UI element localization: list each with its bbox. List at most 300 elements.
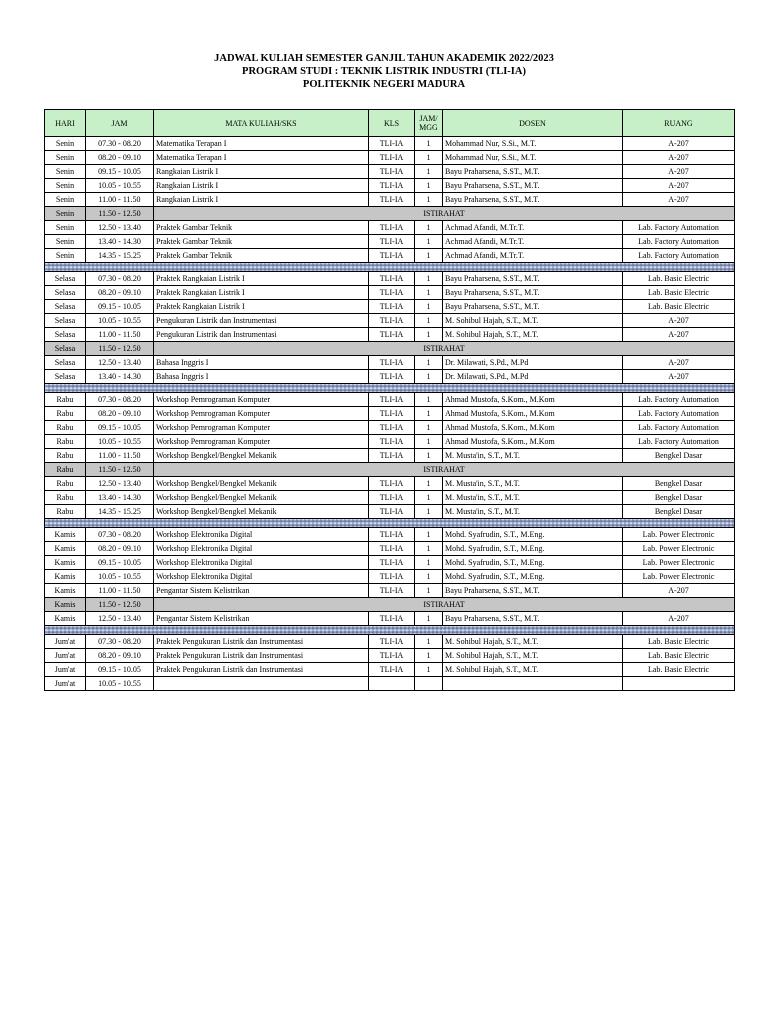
cell-dosen: Bayu Praharsena, S.ST., M.T. bbox=[443, 300, 623, 314]
cell-ruang: Lab. Factory Automation bbox=[623, 221, 735, 235]
cell-kls: TLI-IA bbox=[369, 356, 415, 370]
cell-mgg: 1 bbox=[415, 272, 443, 286]
break-row bbox=[45, 207, 735, 221]
cell-ruang: Lab. Basic Electric bbox=[623, 286, 735, 300]
cell-hari: Kamis bbox=[45, 584, 86, 598]
cell-jam: 08.20 - 09.10 bbox=[86, 542, 154, 556]
cell-jam: 11.50 - 12.50 bbox=[86, 207, 154, 221]
cell-jam: 08.20 - 09.10 bbox=[86, 407, 154, 421]
cell-jam: 07.30 - 08.20 bbox=[86, 528, 154, 542]
cell-ruang: Lab. Basic Electric bbox=[623, 635, 735, 649]
cell-jam: 11.00 - 11.50 bbox=[86, 193, 154, 207]
cell-kls: TLI-IA bbox=[369, 542, 415, 556]
cell-matkul bbox=[154, 677, 369, 691]
col-header-ruang: RUANG bbox=[623, 110, 735, 137]
cell-mgg: 1 bbox=[415, 407, 443, 421]
cell-mgg: 1 bbox=[415, 556, 443, 570]
cell-matkul: Praktek Rangkaian Listrik I bbox=[154, 300, 369, 314]
cell-matkul: Workshop Elektronika Digital bbox=[154, 542, 369, 556]
cell-mgg: 1 bbox=[415, 570, 443, 584]
cell-dosen: M. Sohibul Hajah, S.T., M.T. bbox=[443, 649, 623, 663]
schedule-table bbox=[44, 109, 735, 691]
cell-mgg: 1 bbox=[415, 663, 443, 677]
cell-ruang: Lab. Power Electronic bbox=[623, 528, 735, 542]
table-row bbox=[45, 249, 735, 263]
col-header-hari: HARI bbox=[45, 110, 86, 137]
table-row bbox=[45, 570, 735, 584]
cell-matkul: Workshop Elektronika Digital bbox=[154, 556, 369, 570]
cell-hari: Kamis bbox=[45, 542, 86, 556]
cell-matkul: Rangkaian Listrik I bbox=[154, 165, 369, 179]
cell-mgg: 1 bbox=[415, 584, 443, 598]
cell-kls: TLI-IA bbox=[369, 314, 415, 328]
cell-dosen: Achmad Afandi, M.Tr.T. bbox=[443, 235, 623, 249]
cell-dosen: Dr. Milawati, S.Pd., M.Pd bbox=[443, 370, 623, 384]
day-separator-cell bbox=[45, 519, 735, 528]
cell-hari: Selasa bbox=[45, 356, 86, 370]
cell-jam: 10.05 - 10.55 bbox=[86, 314, 154, 328]
cell-matkul: Workshop Bengkel/Bengkel Mekanik bbox=[154, 505, 369, 519]
cell-jam: 09.15 - 10.05 bbox=[86, 421, 154, 435]
cell-kls: TLI-IA bbox=[369, 300, 415, 314]
table-row bbox=[45, 635, 735, 649]
cell-ruang: A-207 bbox=[623, 193, 735, 207]
cell-jam: 07.30 - 08.20 bbox=[86, 635, 154, 649]
cell-dosen: Bayu Praharsena, S.ST., M.T. bbox=[443, 612, 623, 626]
cell-mgg: 1 bbox=[415, 314, 443, 328]
cell-ruang: Lab. Factory Automation bbox=[623, 393, 735, 407]
cell-break-label: ISTIRAHAT bbox=[154, 463, 735, 477]
cell-dosen: Achmad Afandi, M.Tr.T. bbox=[443, 249, 623, 263]
cell-kls: TLI-IA bbox=[369, 272, 415, 286]
cell-ruang: Lab. Basic Electric bbox=[623, 649, 735, 663]
cell-matkul: Praktek Gambar Teknik bbox=[154, 221, 369, 235]
day-separator bbox=[45, 263, 735, 272]
table-row bbox=[45, 179, 735, 193]
cell-matkul: Praktek Pengukuran Listrik dan Instrumentasi bbox=[154, 663, 369, 677]
cell-matkul: Praktek Gambar Teknik bbox=[154, 249, 369, 263]
cell-matkul: Workshop Elektronika Digital bbox=[154, 528, 369, 542]
cell-jam: 12.50 - 13.40 bbox=[86, 477, 154, 491]
cell-dosen: M. Musta'in, S.T., M.T. bbox=[443, 449, 623, 463]
cell-ruang: Lab. Factory Automation bbox=[623, 249, 735, 263]
cell-hari: Rabu bbox=[45, 407, 86, 421]
cell-dosen: Mohammad Nur, S.Si., M.T. bbox=[443, 151, 623, 165]
cell-dosen: M. Sohibul Hajah, S.T., M.T. bbox=[443, 314, 623, 328]
cell-jam: 08.20 - 09.10 bbox=[86, 649, 154, 663]
cell-dosen: Bayu Praharsena, S.ST., M.T. bbox=[443, 272, 623, 286]
cell-hari: Selasa bbox=[45, 328, 86, 342]
cell-hari: Senin bbox=[45, 137, 86, 151]
cell-kls: TLI-IA bbox=[369, 505, 415, 519]
header-title: JADWAL KULIAH SEMESTER GANJIL TAHUN AKADEMIK 2022/2023 bbox=[214, 53, 554, 64]
cell-mgg: 1 bbox=[415, 286, 443, 300]
cell-kls: TLI-IA bbox=[369, 570, 415, 584]
cell-ruang: A-207 bbox=[623, 165, 735, 179]
cell-dosen: M. Sohibul Hajah, S.T., M.T. bbox=[443, 328, 623, 342]
cell-dosen: Dr. Milawati, S.Pd., M.Pd bbox=[443, 356, 623, 370]
cell-matkul: Workshop Bengkel/Bengkel Mekanik bbox=[154, 491, 369, 505]
cell-dosen: Mohd. Syafrudin, S.T., M.Eng. bbox=[443, 528, 623, 542]
cell-jam: 10.05 - 10.55 bbox=[86, 677, 154, 691]
cell-kls: TLI-IA bbox=[369, 137, 415, 151]
cell-dosen: M. Sohibul Hajah, S.T., M.T. bbox=[443, 635, 623, 649]
cell-kls: TLI-IA bbox=[369, 249, 415, 263]
cell-matkul: Praktek Pengukuran Listrik dan Instrumentasi bbox=[154, 649, 369, 663]
table-row bbox=[45, 435, 735, 449]
cell-ruang: Lab. Factory Automation bbox=[623, 235, 735, 249]
cell-kls: TLI-IA bbox=[369, 584, 415, 598]
cell-ruang: A-207 bbox=[623, 314, 735, 328]
cell-hari: Selasa bbox=[45, 342, 86, 356]
day-separator bbox=[45, 626, 735, 635]
table-row bbox=[45, 151, 735, 165]
cell-mgg: 1 bbox=[415, 165, 443, 179]
cell-dosen: M. Sohibul Hajah, S.T., M.T. bbox=[443, 663, 623, 677]
cell-dosen: Mohd. Syafrudin, S.T., M.Eng. bbox=[443, 542, 623, 556]
table-row bbox=[45, 328, 735, 342]
cell-kls: TLI-IA bbox=[369, 556, 415, 570]
cell-hari: Jum'at bbox=[45, 677, 86, 691]
cell-hari: Rabu bbox=[45, 435, 86, 449]
cell-ruang: Lab. Basic Electric bbox=[623, 663, 735, 677]
cell-hari: Selasa bbox=[45, 286, 86, 300]
cell-hari: Senin bbox=[45, 207, 86, 221]
cell-jam: 09.15 - 10.05 bbox=[86, 663, 154, 677]
cell-ruang: Bengkel Dasar bbox=[623, 491, 735, 505]
cell-ruang: A-207 bbox=[623, 612, 735, 626]
cell-mgg: 1 bbox=[415, 137, 443, 151]
cell-dosen: Ahmad Mustofa, S.Kom., M.Kom bbox=[443, 393, 623, 407]
col-header-mgg bbox=[415, 110, 443, 137]
day-separator-cell bbox=[45, 263, 735, 272]
cell-hari: Senin bbox=[45, 249, 86, 263]
cell-hari: Jum'at bbox=[45, 635, 86, 649]
table-row bbox=[45, 370, 735, 384]
cell-ruang: Lab. Basic Electric bbox=[623, 300, 735, 314]
cell-mgg: 1 bbox=[415, 528, 443, 542]
cell-jam: 13.40 - 14.30 bbox=[86, 370, 154, 384]
cell-matkul: Matematika Terapan I bbox=[154, 137, 369, 151]
cell-matkul: Pengantar Sistem Kelistrikan bbox=[154, 612, 369, 626]
cell-matkul: Pengantar Sistem Kelistrikan bbox=[154, 584, 369, 598]
table-row bbox=[45, 449, 735, 463]
cell-jam: 11.00 - 11.50 bbox=[86, 449, 154, 463]
table-row bbox=[45, 235, 735, 249]
table-row bbox=[45, 393, 735, 407]
cell-ruang: Bengkel Dasar bbox=[623, 449, 735, 463]
cell-jam: 14.35 - 15.25 bbox=[86, 249, 154, 263]
table-row bbox=[45, 477, 735, 491]
table-row bbox=[45, 677, 735, 691]
cell-jam: 12.50 - 13.40 bbox=[86, 221, 154, 235]
table-row bbox=[45, 356, 735, 370]
day-separator-cell bbox=[45, 384, 735, 393]
cell-ruang: A-207 bbox=[623, 584, 735, 598]
cell-jam: 11.50 - 12.50 bbox=[86, 463, 154, 477]
cell-hari: Rabu bbox=[45, 505, 86, 519]
cell-dosen: Bayu Praharsena, S.ST., M.T. bbox=[443, 584, 623, 598]
cell-dosen: Bayu Praharsena, S.ST., M.T. bbox=[443, 193, 623, 207]
cell-mgg: 1 bbox=[415, 179, 443, 193]
cell-matkul: Pengukuran Listrik dan Instrumentasi bbox=[154, 328, 369, 342]
cell-ruang: A-207 bbox=[623, 356, 735, 370]
break-row bbox=[45, 463, 735, 477]
table-row bbox=[45, 272, 735, 286]
cell-dosen: Bayu Praharsena, S.ST., M.T. bbox=[443, 286, 623, 300]
cell-jam: 09.15 - 10.05 bbox=[86, 300, 154, 314]
cell-jam: 11.50 - 12.50 bbox=[86, 342, 154, 356]
cell-matkul: Praktek Rangkaian Listrik I bbox=[154, 272, 369, 286]
cell-dosen: M. Musta'in, S.T., M.T. bbox=[443, 477, 623, 491]
cell-mgg: 1 bbox=[415, 300, 443, 314]
cell-dosen: Ahmad Mustofa, S.Kom., M.Kom bbox=[443, 421, 623, 435]
cell-ruang: A-207 bbox=[623, 179, 735, 193]
cell-kls: TLI-IA bbox=[369, 165, 415, 179]
cell-hari: Rabu bbox=[45, 491, 86, 505]
cell-mgg: 1 bbox=[415, 505, 443, 519]
cell-kls: TLI-IA bbox=[369, 407, 415, 421]
cell-mgg: 1 bbox=[415, 193, 443, 207]
cell-matkul: Workshop Pemrograman Komputer bbox=[154, 421, 369, 435]
table-row bbox=[45, 407, 735, 421]
cell-kls: TLI-IA bbox=[369, 612, 415, 626]
cell-hari: Selasa bbox=[45, 370, 86, 384]
col-header-kls: KLS bbox=[369, 110, 415, 137]
cell-kls: TLI-IA bbox=[369, 635, 415, 649]
cell-hari: Kamis bbox=[45, 570, 86, 584]
cell-break-label: ISTIRAHAT bbox=[154, 207, 735, 221]
cell-kls: TLI-IA bbox=[369, 328, 415, 342]
cell-matkul: Bahasa Inggris I bbox=[154, 356, 369, 370]
cell-ruang: Lab. Power Electronic bbox=[623, 542, 735, 556]
col-header-mgg-line2: MGG bbox=[419, 123, 438, 132]
cell-hari: Rabu bbox=[45, 463, 86, 477]
cell-ruang: Lab. Factory Automation bbox=[623, 421, 735, 435]
cell-matkul: Praktek Pengukuran Listrik dan Instrumentasi bbox=[154, 635, 369, 649]
cell-jam: 08.20 - 09.10 bbox=[86, 151, 154, 165]
table-row bbox=[45, 221, 735, 235]
cell-dosen: Mohd. Syafrudin, S.T., M.Eng. bbox=[443, 556, 623, 570]
cell-jam: 11.50 - 12.50 bbox=[86, 598, 154, 612]
cell-ruang: A-207 bbox=[623, 151, 735, 165]
cell-matkul: Praktek Gambar Teknik bbox=[154, 235, 369, 249]
cell-mgg: 1 bbox=[415, 328, 443, 342]
day-separator bbox=[45, 519, 735, 528]
cell-kls: TLI-IA bbox=[369, 235, 415, 249]
cell-matkul: Pengukuran Listrik dan Instrumentasi bbox=[154, 314, 369, 328]
cell-hari: Selasa bbox=[45, 300, 86, 314]
cell-ruang: Lab. Basic Electric bbox=[623, 272, 735, 286]
cell-jam: 11.00 - 11.50 bbox=[86, 328, 154, 342]
cell-hari: Rabu bbox=[45, 449, 86, 463]
cell-mgg: 1 bbox=[415, 356, 443, 370]
cell-dosen bbox=[443, 677, 623, 691]
cell-mgg: 1 bbox=[415, 421, 443, 435]
cell-matkul: Workshop Pemrograman Komputer bbox=[154, 435, 369, 449]
cell-mgg: 1 bbox=[415, 221, 443, 235]
cell-kls: TLI-IA bbox=[369, 221, 415, 235]
table-row bbox=[45, 300, 735, 314]
cell-dosen: Mohd. Syafrudin, S.T., M.Eng. bbox=[443, 570, 623, 584]
cell-hari: Senin bbox=[45, 165, 86, 179]
cell-kls: TLI-IA bbox=[369, 477, 415, 491]
cell-hari: Jum'at bbox=[45, 649, 86, 663]
table-row bbox=[45, 663, 735, 677]
cell-matkul: Matematika Terapan I bbox=[154, 151, 369, 165]
cell-mgg: 1 bbox=[415, 612, 443, 626]
cell-hari: Senin bbox=[45, 193, 86, 207]
cell-ruang: Lab. Power Electronic bbox=[623, 570, 735, 584]
break-row bbox=[45, 342, 735, 356]
cell-matkul: Workshop Elektronika Digital bbox=[154, 570, 369, 584]
document-header bbox=[0, 52, 768, 91]
cell-kls: TLI-IA bbox=[369, 193, 415, 207]
cell-hari: Senin bbox=[45, 235, 86, 249]
table-row bbox=[45, 193, 735, 207]
cell-ruang: Bengkel Dasar bbox=[623, 477, 735, 491]
cell-mgg: 1 bbox=[415, 477, 443, 491]
cell-hari: Jum'at bbox=[45, 663, 86, 677]
cell-jam: 12.50 - 13.40 bbox=[86, 356, 154, 370]
cell-mgg: 1 bbox=[415, 635, 443, 649]
table-row bbox=[45, 286, 735, 300]
cell-jam: 10.05 - 10.55 bbox=[86, 179, 154, 193]
cell-jam: 13.40 - 14.30 bbox=[86, 235, 154, 249]
cell-mgg: 1 bbox=[415, 151, 443, 165]
col-header-matkul: MATA KULIAH/SKS bbox=[154, 110, 369, 137]
schedule-body bbox=[45, 137, 735, 691]
cell-kls: TLI-IA bbox=[369, 491, 415, 505]
table-row bbox=[45, 542, 735, 556]
cell-dosen: Bayu Praharsena, S.ST., M.T. bbox=[443, 179, 623, 193]
cell-jam: 11.00 - 11.50 bbox=[86, 584, 154, 598]
cell-dosen: Ahmad Mustofa, S.Kom., M.Kom bbox=[443, 435, 623, 449]
table-row bbox=[45, 528, 735, 542]
col-header-dosen: DOSEN bbox=[443, 110, 623, 137]
cell-mgg: 1 bbox=[415, 435, 443, 449]
table-row bbox=[45, 649, 735, 663]
cell-mgg: 1 bbox=[415, 491, 443, 505]
cell-jam: 08.20 - 09.10 bbox=[86, 286, 154, 300]
cell-kls: TLI-IA bbox=[369, 286, 415, 300]
cell-mgg: 1 bbox=[415, 449, 443, 463]
cell-break-label: ISTIRAHAT bbox=[154, 342, 735, 356]
cell-ruang: A-207 bbox=[623, 370, 735, 384]
cell-kls: TLI-IA bbox=[369, 151, 415, 165]
cell-ruang: A-207 bbox=[623, 328, 735, 342]
cell-dosen: M. Musta'in, S.T., M.T. bbox=[443, 491, 623, 505]
cell-hari: Senin bbox=[45, 221, 86, 235]
cell-jam: 13.40 - 14.30 bbox=[86, 491, 154, 505]
cell-ruang: A-207 bbox=[623, 137, 735, 151]
cell-mgg: 1 bbox=[415, 235, 443, 249]
header-program: PROGRAM STUDI : TEKNIK LISTRIK INDUSTRI (TLI-IA) bbox=[242, 66, 526, 77]
cell-matkul: Workshop Bengkel/Bengkel Mekanik bbox=[154, 477, 369, 491]
cell-jam: 09.15 - 10.05 bbox=[86, 165, 154, 179]
table-row bbox=[45, 612, 735, 626]
cell-hari: Selasa bbox=[45, 272, 86, 286]
cell-ruang: Lab. Factory Automation bbox=[623, 407, 735, 421]
header-institution: POLITEKNIK NEGERI MADURA bbox=[302, 79, 466, 90]
cell-jam: 09.15 - 10.05 bbox=[86, 556, 154, 570]
cell-kls: TLI-IA bbox=[369, 421, 415, 435]
break-row bbox=[45, 598, 735, 612]
table-row bbox=[45, 556, 735, 570]
cell-dosen: Achmad Afandi, M.Tr.T. bbox=[443, 221, 623, 235]
cell-mgg: 1 bbox=[415, 393, 443, 407]
cell-ruang: Bengkel Dasar bbox=[623, 505, 735, 519]
cell-mgg: 1 bbox=[415, 249, 443, 263]
table-row bbox=[45, 584, 735, 598]
cell-dosen: Bayu Praharsena, S.ST., M.T. bbox=[443, 165, 623, 179]
cell-mgg: 1 bbox=[415, 370, 443, 384]
cell-matkul: Workshop Bengkel/Bengkel Mekanik bbox=[154, 449, 369, 463]
cell-matkul: Bahasa Inggris I bbox=[154, 370, 369, 384]
table-row bbox=[45, 165, 735, 179]
cell-hari: Kamis bbox=[45, 598, 86, 612]
cell-hari: Selasa bbox=[45, 314, 86, 328]
cell-jam: 10.05 - 10.55 bbox=[86, 570, 154, 584]
cell-jam: 07.30 - 08.20 bbox=[86, 272, 154, 286]
cell-matkul: Praktek Rangkaian Listrik I bbox=[154, 286, 369, 300]
cell-kls: TLI-IA bbox=[369, 449, 415, 463]
cell-kls: TLI-IA bbox=[369, 528, 415, 542]
table-row bbox=[45, 137, 735, 151]
table-row bbox=[45, 314, 735, 328]
cell-ruang bbox=[623, 677, 735, 691]
cell-hari: Senin bbox=[45, 151, 86, 165]
cell-dosen: Ahmad Mustofa, S.Kom., M.Kom bbox=[443, 407, 623, 421]
table-row bbox=[45, 491, 735, 505]
cell-kls: TLI-IA bbox=[369, 393, 415, 407]
cell-hari: Kamis bbox=[45, 612, 86, 626]
cell-jam: 07.30 - 08.20 bbox=[86, 137, 154, 151]
day-separator-cell bbox=[45, 626, 735, 635]
cell-hari: Rabu bbox=[45, 393, 86, 407]
cell-matkul: Rangkaian Listrik I bbox=[154, 179, 369, 193]
cell-kls: TLI-IA bbox=[369, 370, 415, 384]
cell-dosen: M. Musta'in, S.T., M.T. bbox=[443, 505, 623, 519]
cell-ruang: Lab. Power Electronic bbox=[623, 556, 735, 570]
cell-mgg: 1 bbox=[415, 542, 443, 556]
cell-matkul: Rangkaian Listrik I bbox=[154, 193, 369, 207]
cell-break-label: ISTIRAHAT bbox=[154, 598, 735, 612]
table-row bbox=[45, 505, 735, 519]
cell-hari: Rabu bbox=[45, 477, 86, 491]
cell-kls: TLI-IA bbox=[369, 179, 415, 193]
table-row bbox=[45, 421, 735, 435]
cell-kls: TLI-IA bbox=[369, 663, 415, 677]
cell-hari: Kamis bbox=[45, 556, 86, 570]
cell-ruang: Lab. Factory Automation bbox=[623, 435, 735, 449]
cell-mgg: 1 bbox=[415, 649, 443, 663]
cell-hari: Senin bbox=[45, 179, 86, 193]
col-header-mgg-line1: JAM/ bbox=[419, 114, 438, 123]
cell-kls bbox=[369, 677, 415, 691]
cell-hari: Rabu bbox=[45, 421, 86, 435]
cell-matkul: Workshop Pemrograman Komputer bbox=[154, 407, 369, 421]
cell-jam: 07.30 - 08.20 bbox=[86, 393, 154, 407]
cell-kls: TLI-IA bbox=[369, 435, 415, 449]
cell-jam: 10.05 - 10.55 bbox=[86, 435, 154, 449]
table-header-row bbox=[45, 110, 735, 137]
cell-jam: 14.35 - 15.25 bbox=[86, 505, 154, 519]
cell-mgg bbox=[415, 677, 443, 691]
cell-kls: TLI-IA bbox=[369, 649, 415, 663]
cell-jam: 12.50 - 13.40 bbox=[86, 612, 154, 626]
day-separator bbox=[45, 384, 735, 393]
